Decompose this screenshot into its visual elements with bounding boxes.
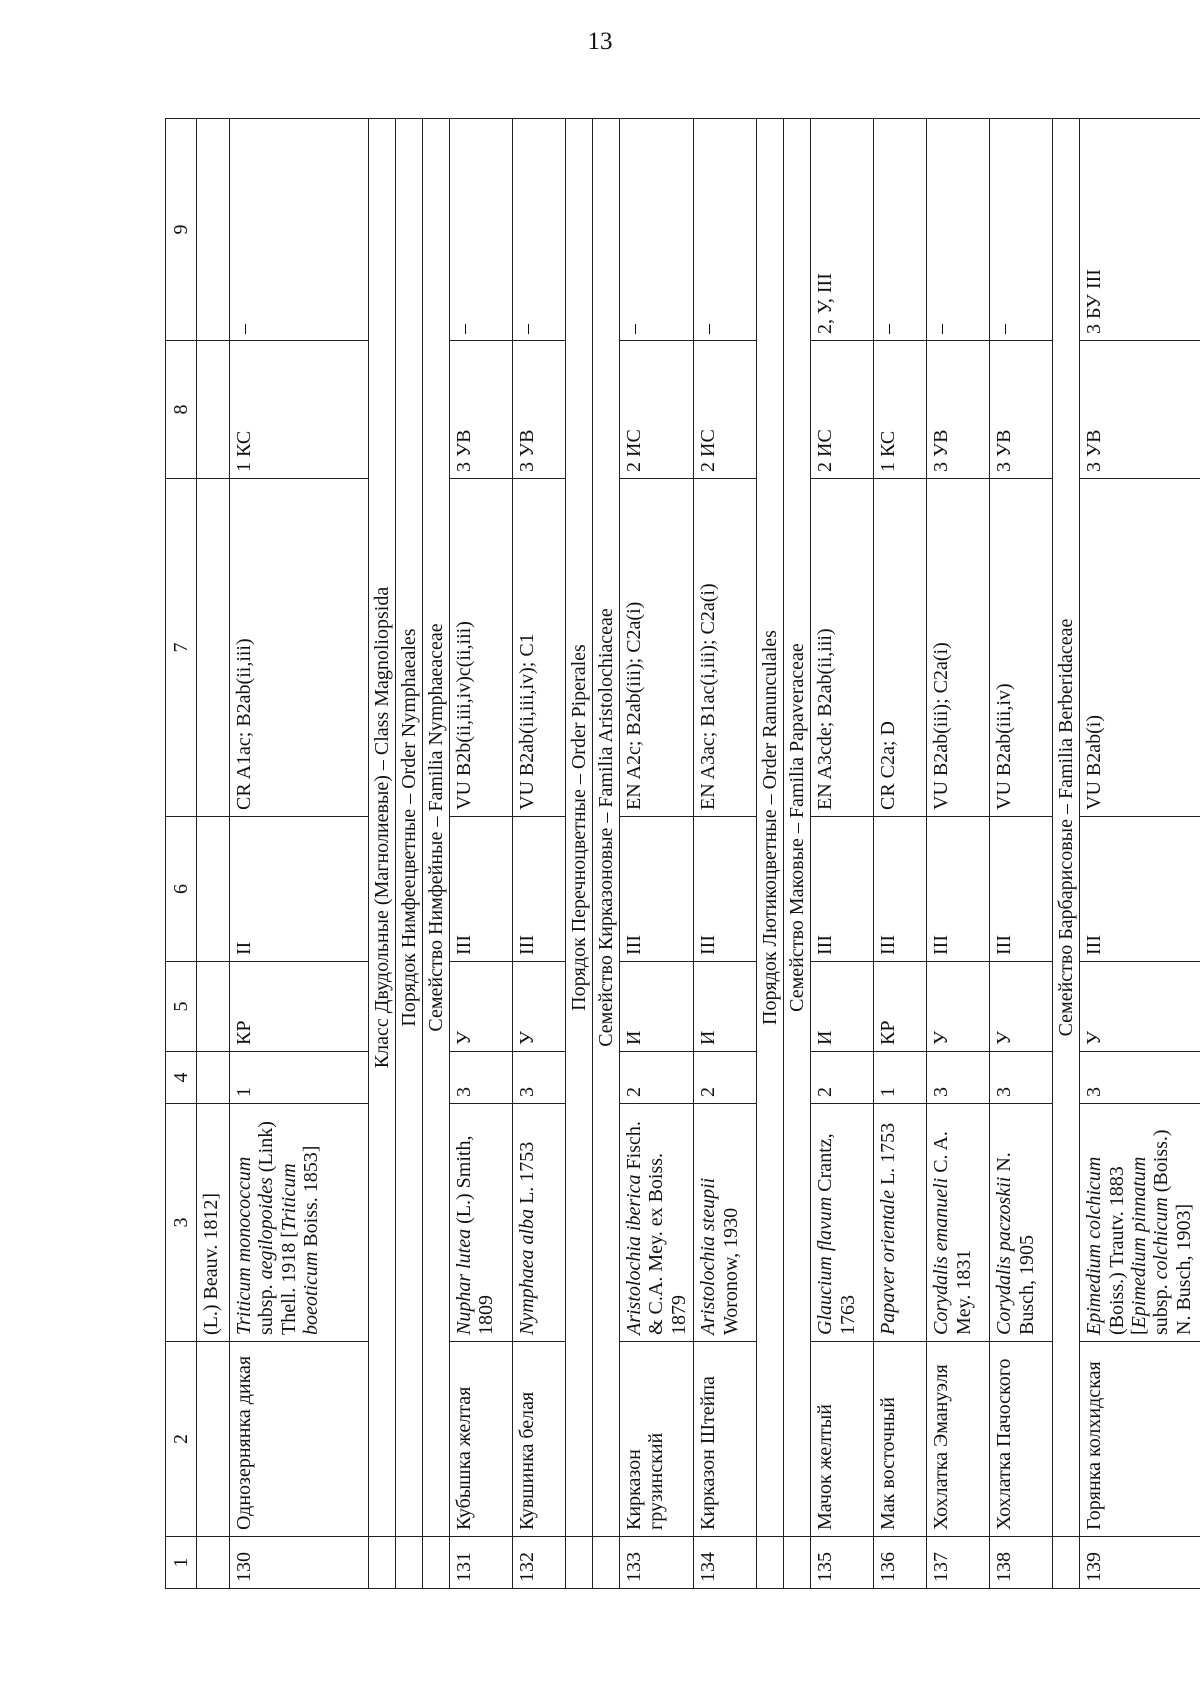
status-code: КР	[230, 962, 369, 1052]
latin-name	[1080, 1104, 1200, 1342]
row-number: 130	[230, 1537, 369, 1589]
latin-name-author: Woronow, 1930	[719, 1207, 742, 1335]
rarity-level: III	[811, 817, 874, 962]
latin-name-author: Crantz, 1763	[814, 1133, 859, 1335]
row-number: 132	[513, 1537, 566, 1589]
red-book-species-table	[165, 118, 1200, 1589]
continued-citation: (L.) Beauv. 1812]	[197, 1104, 230, 1342]
iucn-criteria: EN A3ac; B1ac(i,iii); C2a(i)	[694, 479, 757, 817]
column-number: 3	[166, 1104, 197, 1342]
species-row	[990, 119, 1053, 1589]
latin-name-author: L. 1753	[877, 1122, 900, 1191]
section-header-row	[396, 119, 423, 1589]
russian-name: Хохлатка Пачоского	[990, 1342, 1053, 1537]
other-status: 3 БУ III	[1080, 119, 1200, 341]
column-number: 2	[166, 1342, 197, 1537]
status-code: У	[450, 962, 513, 1052]
status-category: 3	[450, 1052, 513, 1104]
column-number: 4	[166, 1052, 197, 1104]
column-number: 6	[166, 817, 197, 962]
latin-name-italic: Aristolochia iberica	[623, 1174, 645, 1335]
status-category: 2	[694, 1052, 757, 1104]
row-number: 136	[874, 1537, 927, 1589]
latin-name	[450, 1104, 513, 1342]
latin-name-author: subsp.	[255, 1279, 278, 1335]
iucn-criteria: CR A1ac; B2ab(ii,iii)	[230, 479, 369, 817]
latin-name-italic: Papaver orientale	[877, 1190, 900, 1335]
russian-name: Хохлатка Эмануэля	[927, 1342, 990, 1537]
regional-status: 3 УВ	[1080, 341, 1200, 479]
status-code: КР	[874, 962, 927, 1052]
section-header-row	[593, 119, 620, 1589]
russian-name: Кубышка желтая	[450, 1342, 513, 1537]
section-header-row	[369, 119, 396, 1589]
species-row	[874, 119, 927, 1589]
section-title: Порядок Лютикоцветные – Order Ranunculales	[758, 630, 781, 1025]
regional-status: 3 УВ	[927, 341, 990, 479]
regional-status: 3 УВ	[450, 341, 513, 479]
latin-name-italic: Glaucium flavum	[814, 1196, 837, 1335]
latin-name	[230, 1104, 369, 1342]
latin-name-italic: Aristolochia steupii	[697, 1177, 720, 1335]
rarity-level: III	[620, 817, 694, 962]
other-status: –	[450, 119, 513, 341]
column-number: 1	[166, 1537, 197, 1589]
latin-name-italic: colchicum	[1150, 1197, 1173, 1280]
russian-name: Кирказон Штейпа	[694, 1342, 757, 1537]
row-number: 134	[694, 1537, 757, 1589]
status-code: И	[694, 962, 757, 1052]
latin-name-author: (Boiss.) N. Busch, 1903]	[1150, 1129, 1195, 1335]
rarity-level: III	[450, 817, 513, 962]
section-title: Класс Двудольные (Магнолиевые) – Class Magnoliopsida	[370, 586, 393, 1069]
section-title: Семейство Барбарисовые – Familia Berberidaceae	[1054, 618, 1077, 1037]
rarity-level: III	[990, 817, 1053, 962]
regional-status: 2 ИС	[811, 341, 874, 479]
rarity-level: III	[874, 817, 927, 962]
page-number: 13	[587, 28, 613, 55]
species-row	[927, 119, 990, 1589]
other-status: –	[230, 119, 369, 341]
latin-name-author: (Boiss.) Trautv. 1883 [	[1105, 1166, 1150, 1335]
russian-name: Мак восточный	[874, 1342, 927, 1537]
column-number: 9	[166, 119, 197, 341]
status-code: И	[620, 962, 694, 1052]
column-number-row	[166, 119, 197, 1589]
latin-name-italic: Nymphaea alba	[516, 1208, 538, 1335]
other-status: –	[694, 119, 757, 341]
russian-name: Кирказон грузинский	[620, 1342, 694, 1537]
russian-name: Кувшинка белая	[513, 1342, 566, 1537]
status-code: И	[811, 962, 874, 1052]
rarity-level: III	[513, 817, 566, 962]
other-status: –	[513, 119, 566, 341]
latin-name-author: (L.) Smith, 1809	[453, 1135, 498, 1335]
other-status: –	[874, 119, 927, 341]
latin-name	[927, 1104, 990, 1342]
section-title: Порядок Нимфеецветные – Order Nymphaeales	[397, 628, 420, 1027]
regional-status: 1 КС	[874, 341, 927, 479]
continuation-row	[197, 119, 230, 1589]
iucn-criteria: VU B2b(ii,iii,iv)c(ii,iii)	[450, 479, 513, 817]
species-row	[1080, 119, 1200, 1589]
rarity-level: III	[1080, 817, 1200, 962]
species-row	[811, 119, 874, 1589]
latin-name	[513, 1104, 566, 1342]
latin-name	[874, 1104, 927, 1342]
latin-name-italic: Triticum boeoticum	[277, 1163, 323, 1335]
status-category: 3	[513, 1052, 566, 1104]
row-number: 139	[1080, 1537, 1200, 1589]
status-code: У	[1080, 962, 1200, 1052]
species-row	[513, 119, 566, 1589]
regional-status: 2 ИС	[694, 341, 757, 479]
rarity-level: III	[927, 817, 990, 962]
latin-name-italic: aegilopoides	[255, 1177, 278, 1280]
status-code: У	[927, 962, 990, 1052]
iucn-criteria: VU B2ab(iii,iv)	[990, 479, 1053, 817]
latin-name-italic: Corydalis emanueli	[930, 1177, 953, 1335]
iucn-criteria: EN A3cde; B2ab(ii,iii)	[811, 479, 874, 817]
latin-name-italic: Nuphar lutea	[453, 1228, 475, 1335]
status-code: У	[513, 962, 566, 1052]
latin-name-italic: Epimedium pinnatum	[1127, 1156, 1150, 1329]
latin-name-author: Boiss. 1853]	[300, 1145, 323, 1252]
iucn-criteria: VU B2ab(ii,iii,iv); C1	[513, 479, 566, 817]
iucn-criteria: VU B2ab(iii); C2a(i)	[927, 479, 990, 817]
column-number: 8	[166, 341, 197, 479]
status-category: 1	[874, 1052, 927, 1104]
species-row	[230, 119, 369, 1589]
row-number: 138	[990, 1537, 1053, 1589]
russian-name: Однозернянка дикая	[230, 1342, 369, 1537]
rotated-table-frame	[165, 119, 1195, 1589]
latin-name	[811, 1104, 874, 1342]
other-status: –	[927, 119, 990, 341]
section-title: Семейство Маковые – Familia Papaveraceae	[785, 643, 808, 1012]
regional-status: 3 УВ	[513, 341, 566, 479]
row-number: 135	[811, 1537, 874, 1589]
latin-name-author: (Link) Thell. 1918 [	[255, 1121, 300, 1335]
latin-name-italic: Epimedium colchicum	[1083, 1156, 1106, 1335]
latin-name	[990, 1104, 1053, 1342]
latin-name-author: N. Busch, 1905	[993, 1152, 1038, 1335]
latin-name-author: subsp.	[1150, 1279, 1173, 1335]
rarity-level: III	[694, 817, 757, 962]
latin-name	[694, 1104, 757, 1342]
rarity-level: II	[230, 817, 369, 962]
status-category: 3	[990, 1052, 1053, 1104]
species-row	[450, 119, 513, 1589]
latin-name-author: L. 1753	[516, 1141, 538, 1209]
section-header-row	[566, 119, 593, 1589]
regional-status: 1 КС	[230, 341, 369, 479]
status-code: У	[990, 962, 1053, 1052]
latin-name	[620, 1104, 694, 1342]
section-title: Порядок Перечноцветные – Order Piperales	[567, 644, 590, 1011]
latin-name-italic: Corydalis paczoskii	[993, 1176, 1016, 1335]
latin-name-italic: Triticum monococcum	[233, 1156, 255, 1335]
section-header-row	[784, 119, 811, 1589]
regional-status: 2 ИС	[620, 341, 694, 479]
other-status: 2, У, III	[811, 119, 874, 341]
status-category: 2	[620, 1052, 694, 1104]
latin-name-author: Fisch. & C.A. Mey. ex Boiss. 1879	[623, 1121, 690, 1335]
section-title: Семейство Кирказоновые – Familia Aristolochiaceae	[594, 608, 617, 1047]
column-number: 7	[166, 479, 197, 817]
species-row	[694, 119, 757, 1589]
other-status: –	[620, 119, 694, 341]
iucn-criteria: CR C2a; D	[874, 479, 927, 817]
russian-name: Мачок желтый	[811, 1342, 874, 1537]
status-category: 1	[230, 1052, 369, 1104]
regional-status: 3 УВ	[990, 341, 1053, 479]
row-number: 131	[450, 1537, 513, 1589]
iucn-criteria: EN A2c; B2ab(iii); C2a(i)	[620, 479, 694, 817]
iucn-criteria: VU B2ab(i)	[1080, 479, 1200, 817]
row-number: 133	[620, 1537, 694, 1589]
row-number: 137	[927, 1537, 990, 1589]
status-category: 3	[1080, 1052, 1200, 1104]
section-header-row	[423, 119, 450, 1589]
column-number: 5	[166, 962, 197, 1052]
latin-name-author: C. A. Mey. 1831	[930, 1131, 975, 1335]
section-title: Семейство Нимфейные – Familia Nymphaeaceae	[424, 623, 447, 1032]
status-category: 2	[811, 1052, 874, 1104]
other-status: –	[990, 119, 1053, 341]
russian-name: Горянка колхидская	[1080, 1342, 1200, 1537]
section-header-row	[757, 119, 784, 1589]
species-row	[620, 119, 694, 1589]
section-header-row	[1053, 119, 1080, 1589]
status-category: 3	[927, 1052, 990, 1104]
